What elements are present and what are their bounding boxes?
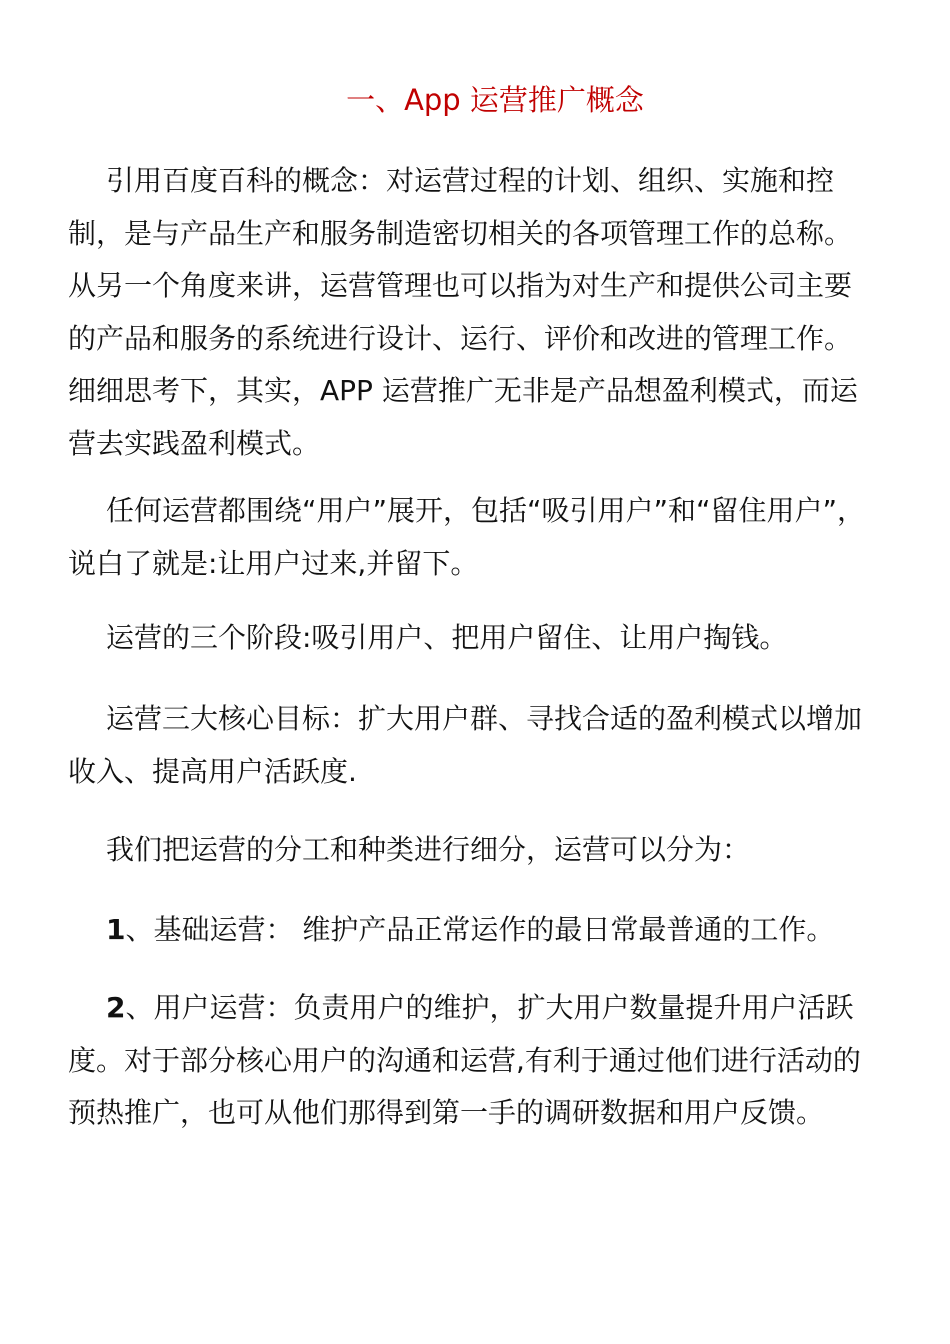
list-item-text: 、用户运营：负责用户的维护，扩大用户数量提升用户活跃度。对于部分核心用户的沟通和运营,有利于通过他们进行活动的预热推广，也可从他们那得到第一手的调研数据和用户反馈。 [68, 991, 861, 1129]
paragraph-operations-division: 我们把运营的分工和种类进行细分，运营可以分为： [106, 833, 751, 866]
list-item-basic-operations [68, 904, 908, 957]
list-item-number: 1 [106, 913, 126, 946]
paragraph-operations-concept: 引用百度百科的概念：对运营过程的计划、组织、实施和控制，是与产品生产和服务制造密切相关的各项管理工作的总称。从另一个角度来讲，运营管理也可以指为对生产和提供公司主要的产品和服务的系统进行设计、运行、评价和改进的管理工作。细细思考下，其实，APP 运营推广无非是产品想盈利模式，而运营去实践盈利模式。 [68, 164, 858, 460]
section-title: 一、App 运营推广概念 [346, 83, 644, 117]
list-item-number: 2 [106, 991, 126, 1024]
list-item-text: 、基础运营： 维护产品正常运作的最日常最普通的工作。 [125, 913, 835, 946]
paragraph-core-goals: 运营三大核心目标：扩大用户群、寻找合适的盈利模式以增加收入、提高用户活跃度. [68, 702, 863, 788]
paragraph-three-stages: 运营的三个阶段:吸引用户、把用户留住、让用户掏钱。 [106, 621, 788, 654]
paragraph-user-centric: 任何运营都围绕“用户”展开，包括“吸引用户”和“留住用户”，说白了就是:让用户过来,并留下。 [68, 494, 866, 580]
list-item-user-operations [68, 982, 868, 1140]
